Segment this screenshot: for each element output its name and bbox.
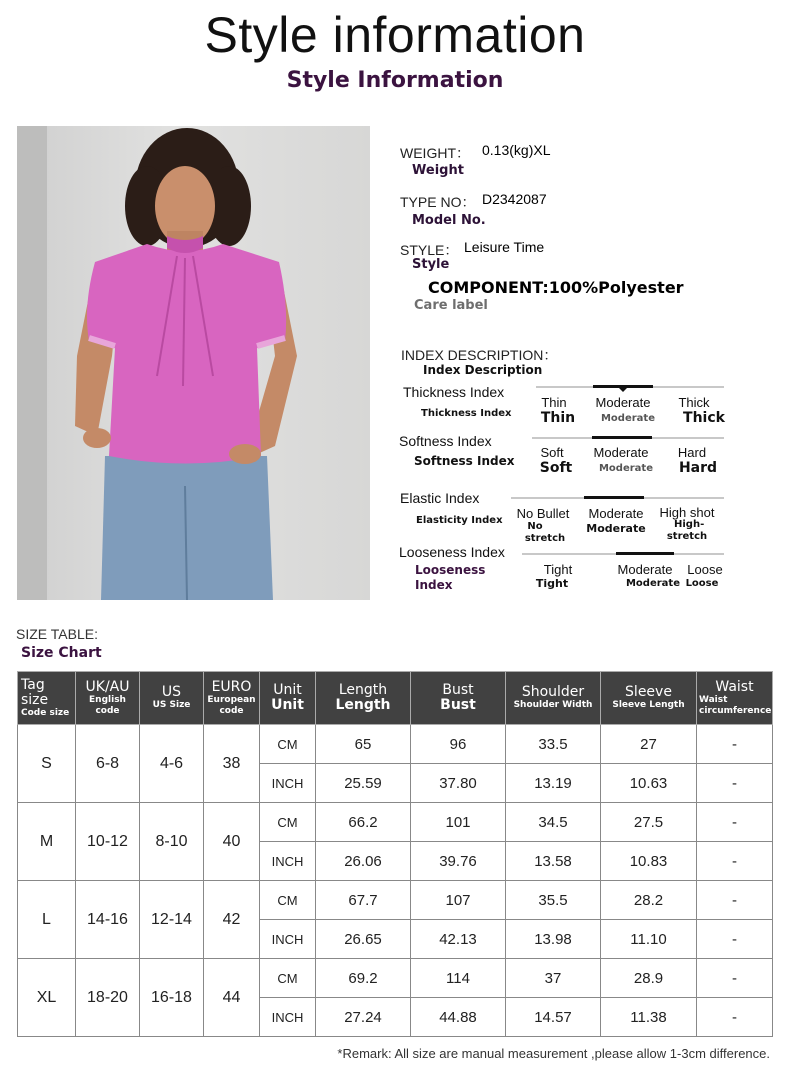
elastic-opt-moderate-sub: Moderate [586, 522, 646, 535]
elastic-opt-stretch-sub: stretch [524, 533, 566, 544]
looseness-opt-moderate: Moderate [617, 562, 673, 577]
cell-sleeve: 10.63 [601, 764, 697, 803]
cell-length: 69.2 [316, 959, 411, 998]
looseness-opt-loose-sub: Loose [685, 578, 719, 589]
thickness-opt-moderate: Moderate [595, 395, 651, 410]
looseness-opt-tight: Tight [543, 562, 573, 577]
cell-sleeve: 27.5 [601, 803, 697, 842]
softness-opt-soft-sub: Soft [539, 460, 573, 476]
component-text: COMPONENT:100%Polyester [428, 278, 684, 297]
model-illustration [17, 126, 370, 600]
col-tag-size: Tag size Code size [18, 672, 76, 725]
softness-selected-segment [592, 436, 652, 439]
cell-waist: - [697, 920, 773, 959]
elastic-opt-moderate: Moderate [588, 506, 644, 521]
looseness-opt-moderate-sub: Moderate [625, 578, 680, 589]
cell-length: 25.59 [316, 764, 411, 803]
col-unit: Unit Unit [260, 672, 316, 725]
cell-length: 67.7 [316, 881, 411, 920]
softness-opt-moderate: Moderate [593, 445, 649, 460]
cell-shoulder: 13.58 [506, 842, 601, 881]
care-label: Care label [414, 298, 488, 313]
table-row [18, 881, 773, 920]
cell-uk: 18-20 [76, 959, 140, 1037]
cell-unit: CM [260, 725, 316, 764]
col-sleeve: Sleeve Sleeve Length [601, 672, 697, 725]
col-shoulder: Shoulder Shoulder Width [506, 672, 601, 725]
cell-bust: 37.80 [411, 764, 506, 803]
elastic-opt-high-shot: High shot [659, 505, 715, 520]
thickness-opt-thick-sub: Thick [683, 410, 725, 426]
cell-size: S [18, 725, 76, 803]
style-label: STYLE： [400, 242, 459, 258]
page-title: Style information [204, 7, 586, 63]
cell-shoulder: 37 [506, 959, 601, 998]
looseness-index-sub1: Looseness [415, 563, 486, 577]
cell-waist: - [697, 959, 773, 998]
cell-waist: - [697, 842, 773, 881]
style-value: Leisure Time [464, 239, 545, 255]
product-photo [17, 126, 370, 600]
looseness-index-label: Looseness Index [399, 544, 505, 560]
thickness-opt-thick: Thick [678, 395, 710, 410]
looseness-opt-tight-sub: Tight [535, 577, 569, 590]
cell-shoulder: 13.19 [506, 764, 601, 803]
cell-shoulder: 13.98 [506, 920, 601, 959]
cell-waist: - [697, 764, 773, 803]
cell-shoulder: 14.57 [506, 998, 601, 1037]
cell-waist: - [697, 881, 773, 920]
softness-opt-hard-sub: Hard [678, 460, 718, 476]
col-bust: Bust Bust [411, 672, 506, 725]
col-uk-au: UK/AU English code [76, 672, 140, 725]
weight-sub: Weight [412, 163, 464, 178]
col-us: US US Size [140, 672, 204, 725]
thickness-marker-icon [619, 388, 627, 392]
cell-unit: CM [260, 959, 316, 998]
weight-value: 0.13(kg)XL [482, 142, 551, 158]
cell-bust: 101 [411, 803, 506, 842]
softness-index-label: Softness Index [399, 433, 492, 449]
thickness-opt-moderate-sub: Moderate [600, 413, 655, 424]
style-sub: Style [412, 257, 450, 272]
cell-size: L [18, 881, 76, 959]
cell-us: 12-14 [140, 881, 204, 959]
page-subtitle: Style Information [286, 68, 504, 93]
cell-sleeve: 28.2 [601, 881, 697, 920]
cell-sleeve: 11.38 [601, 998, 697, 1037]
col-euro: EURO European code [204, 672, 260, 725]
table-row [18, 803, 773, 842]
cell-shoulder: 34.5 [506, 803, 601, 842]
thickness-opt-thin: Thin [541, 395, 567, 410]
cell-shoulder: 33.5 [506, 725, 601, 764]
cell-sleeve: 10.83 [601, 842, 697, 881]
elastic-opt-no-bullet: No Bullet [516, 506, 570, 521]
cell-length: 26.65 [316, 920, 411, 959]
cell-unit: INCH [260, 998, 316, 1037]
cell-waist: - [697, 725, 773, 764]
cell-sleeve: 11.10 [601, 920, 697, 959]
cell-length: 27.24 [316, 998, 411, 1037]
elastic-selected-segment [584, 496, 644, 499]
table-row [18, 959, 773, 998]
cell-bust: 107 [411, 881, 506, 920]
cell-euro: 38 [204, 725, 260, 803]
cell-bust: 42.13 [411, 920, 506, 959]
type-sub: Model No. [412, 213, 486, 228]
cell-bust: 44.88 [411, 998, 506, 1037]
cell-sleeve: 27 [601, 725, 697, 764]
softness-index-sub: Softness Index [414, 454, 515, 468]
cell-bust: 96 [411, 725, 506, 764]
size-table-label: SIZE TABLE: [16, 626, 98, 642]
looseness-opt-loose: Loose [687, 562, 723, 577]
cell-unit: CM [260, 881, 316, 920]
cell-size: XL [18, 959, 76, 1037]
cell-us: 8-10 [140, 803, 204, 881]
elastic-opt-high-sub: High- [674, 519, 705, 530]
cell-unit: INCH [260, 842, 316, 881]
cell-us: 4-6 [140, 725, 204, 803]
cell-us: 16-18 [140, 959, 204, 1037]
remark-note: *Remark: All size are manual measurement ,please allow 1-3cm difference. [337, 1046, 770, 1061]
cell-uk: 10-12 [76, 803, 140, 881]
elastic-index-label: Elastic Index [400, 490, 480, 506]
col-waist: Waist Waist circumference [697, 672, 773, 725]
cell-length: 26.06 [316, 842, 411, 881]
elastic-opt-high-stretch-sub: stretch [666, 531, 708, 542]
size-table-header [18, 672, 773, 725]
col-length: Length Length [316, 672, 411, 725]
elastic-opt-no-sub: No [527, 521, 543, 532]
table-row [18, 725, 773, 764]
cell-uk: 14-16 [76, 881, 140, 959]
cell-sleeve: 28.9 [601, 959, 697, 998]
thickness-index-sub: Thickness Index [421, 408, 512, 419]
looseness-selected-segment [616, 552, 674, 555]
softness-opt-hard: Hard [677, 445, 707, 460]
cell-waist: - [697, 803, 773, 842]
cell-euro: 44 [204, 959, 260, 1037]
type-label: TYPE NO： [400, 194, 476, 210]
size-chart-label: Size Chart [21, 645, 102, 661]
weight-label: WEIGHT： [400, 145, 470, 161]
size-table [17, 671, 773, 1037]
softness-opt-moderate-sub: Moderate [598, 463, 653, 474]
cell-length: 66.2 [316, 803, 411, 842]
thickness-opt-thin-sub: Thin [540, 410, 576, 426]
type-value: D2342087 [482, 191, 547, 207]
index-description-sub: Index Description [423, 363, 543, 377]
elastic-index-sub: Elasticity Index [416, 515, 503, 526]
cell-euro: 42 [204, 881, 260, 959]
cell-length: 65 [316, 725, 411, 764]
cell-size: M [18, 803, 76, 881]
cell-unit: INCH [260, 764, 316, 803]
index-description-label: INDEX DESCRIPTION： [401, 347, 558, 363]
cell-euro: 40 [204, 803, 260, 881]
cell-bust: 114 [411, 959, 506, 998]
thickness-index-label: Thickness Index [403, 384, 505, 400]
softness-opt-soft: Soft [540, 445, 564, 460]
cell-unit: CM [260, 803, 316, 842]
looseness-index-sub2: Index [415, 578, 453, 592]
cell-bust: 39.76 [411, 842, 506, 881]
cell-uk: 6-8 [76, 725, 140, 803]
cell-shoulder: 35.5 [506, 881, 601, 920]
cell-waist: - [697, 998, 773, 1037]
cell-unit: INCH [260, 920, 316, 959]
